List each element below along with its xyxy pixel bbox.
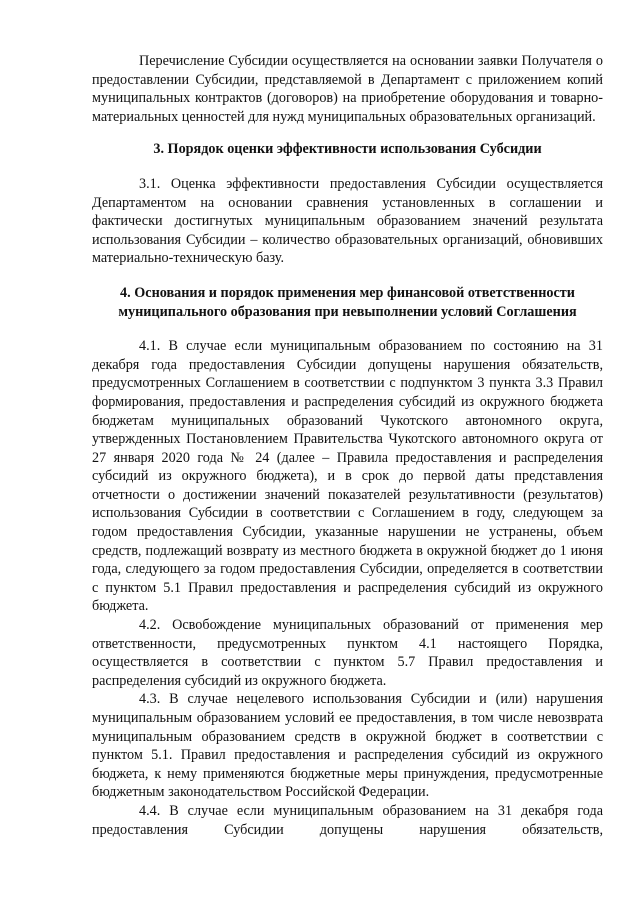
paragraph-intro: Перечисление Субсидии осуществляется на основании заявки Получателя о предоставлении Субсидии, представляемой в Департамент с приложением копий муниципальных контрактов (договоров) на приобретение оборудования и товарно-материальных ценностей для нужд муниципальных образовательных организаций.	[92, 53, 603, 125]
paragraph-3-1: 3.1. Оценка эффективности предоставления Субсидии осуществляется Департаментом на основании сравнения установленных в соглашении и фактически достигнутых муниципальным образованием значений результата использования Субсидии – количество образовательных организаций, обновивших материально-техническую базу.	[92, 175, 603, 267]
section-4-heading: 4. Основания и порядок применения мер финансовой ответственности муниципального образования при невыполнении условий Соглашения	[118, 284, 577, 320]
section-3-heading: 3. Порядок оценки эффективности использования Субсидии	[153, 141, 542, 158]
paragraph-4-4: 4.4. В случае если муниципальным образованием на 31 декабря года предоставления Субсидии допущены нарушения обязательств,	[92, 802, 603, 838]
paragraph-4-3: 4.3. В случае нецелевого использования Субсидии и (или) нарушения муниципальным образованием условий ее предоставления, в том числе невозврата муниципальным образованием средств в окружной бюджет в соответствии с пунктом 5.1. Правил предоставления и распределения субсидий из окружного бюджета, к нему применяются бюджетные меры принуждения, предусмотренные бюджетным законодательством Российской Федерации.	[92, 691, 603, 801]
paragraph-4-1: 4.1. В случае если муниципальным образованием по состоянию на 31 декабря года предоставления Субсидии допущены нарушения обязательств, предусмотренных Соглашением в соответствии с подпунктом 3 пункта 3.3 Правил формирования, предоставления и распределения субсидий из окружного бюджета бюджетам муниципальных образований Чукотского автономного округа, утвержденных Постановлением Правительства Чукотского автономного округа от 27 января 2020 года № 24 (далее – Правила предоставления и распределения субсидий из окружного бюджета), и в срок до первой даты представления отчетности о достижении значений показателей результативности (результатов) использования Субсидии в соответствии с Соглашением в году, следующем за годом предоставления Субсидии, указанные нарушении не устранены, объем средств, подлежащий возврату из местного бюджета в окружной бюджет до 1 июня года, следующего за годом предоставления Субсидии, определяется в соответствии с пунктом 5.1 Правил предоставления и распределения субсидий из окружного бюджета.	[92, 338, 603, 615]
paragraph-4-2: 4.2. Освобождение муниципальных образований от применения мер ответственности, предусмотренных пунктом 4.1 настоящего Порядка, осуществляется в соответствии с пунктом 5.7 Правил предоставления и распределения субсидий из окружного бюджета.	[92, 617, 603, 689]
document-page	[92, 52, 603, 839]
